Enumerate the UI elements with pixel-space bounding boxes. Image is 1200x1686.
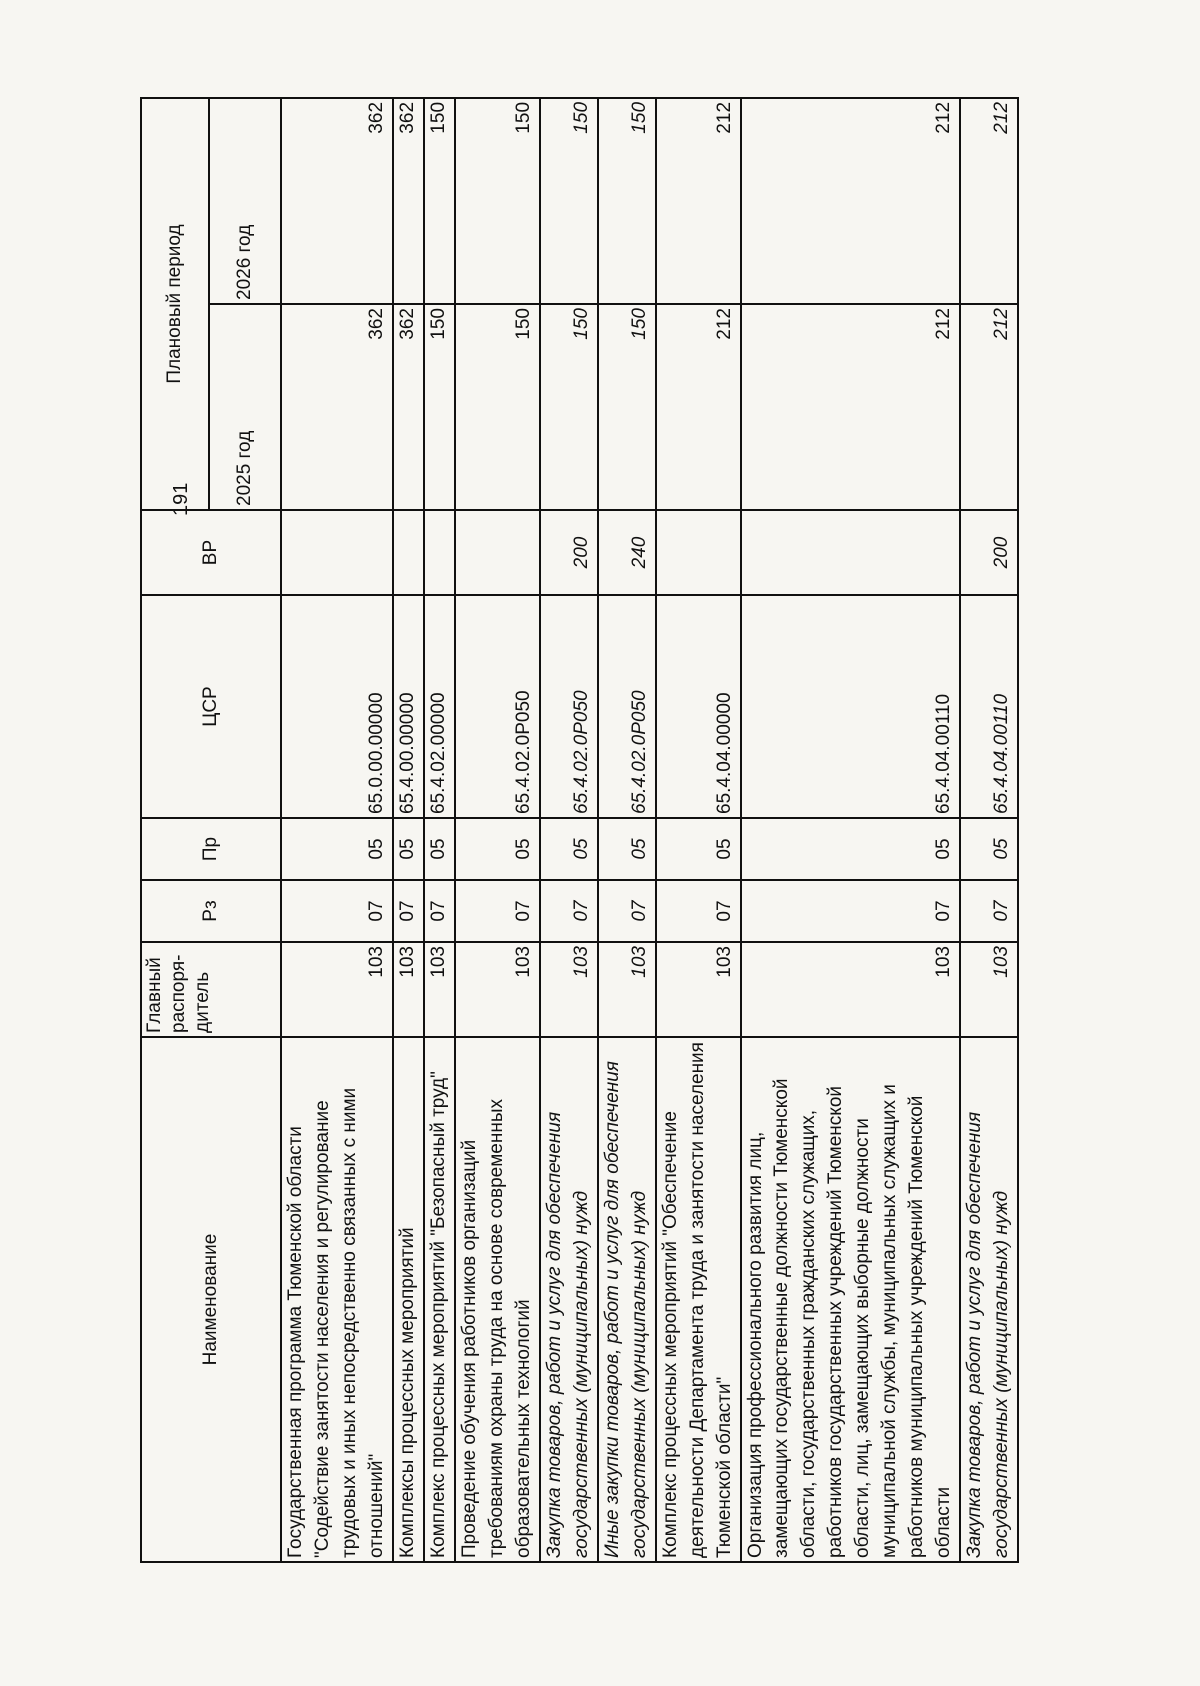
cell-rz: 07 — [741, 880, 961, 942]
cell-name: Иные закупки товаров, работ и услуг для обеспечения государственных (муниципальных) нужд — [598, 1037, 656, 1562]
table-row — [741, 98, 961, 1562]
table-row — [424, 98, 455, 1562]
cell-rz: 07 — [540, 880, 598, 942]
cell-csr: 65.0.00.00000 — [281, 595, 393, 818]
cell-csr: 65.4.02.0Р050 — [598, 595, 656, 818]
cell-name: Комплекс процессных мероприятий "Безопасный труд" — [424, 1037, 455, 1562]
cell-2026: 150 — [598, 98, 656, 304]
table-row — [598, 98, 656, 1562]
cell-name: Закупка товаров, работ и услуг для обеспечения государственных (муниципальных) нужд — [960, 1037, 1018, 1562]
cell-vr — [393, 510, 424, 595]
cell-glavny: 103 — [281, 942, 393, 1037]
cell-rz: 07 — [656, 880, 741, 942]
cell-vr — [455, 510, 540, 595]
cell-2025: 150 — [424, 304, 455, 510]
cell-pr: 05 — [656, 818, 741, 880]
cell-csr: 65.4.00.00000 — [393, 595, 424, 818]
cell-csr: 65.4.02.00000 — [424, 595, 455, 818]
cell-2025: 362 — [281, 304, 393, 510]
cell-2025: 212 — [960, 304, 1018, 510]
cell-vr: 200 — [960, 510, 1018, 595]
cell-pr: 05 — [960, 818, 1018, 880]
cell-2025: 362 — [393, 304, 424, 510]
cell-2026: 150 — [540, 98, 598, 304]
cell-csr: 65.4.02.0Р050 — [540, 595, 598, 818]
cell-pr: 05 — [281, 818, 393, 880]
cell-rz: 07 — [281, 880, 393, 942]
table-body — [281, 98, 1018, 1562]
cell-name: Комплексы процессных мероприятий — [393, 1037, 424, 1562]
cell-pr: 05 — [455, 818, 540, 880]
cell-pr: 05 — [393, 818, 424, 880]
cell-glavny: 103 — [960, 942, 1018, 1037]
header-rz: Рз — [141, 880, 281, 942]
cell-vr — [424, 510, 455, 595]
table-row — [281, 98, 393, 1562]
cell-name: Организация профессионального развития лиц, замещающих государственные должности Тюменской области, государственных гражданских служащих, работников государственных учреждений Тюменской области, лиц, замещающих выборные должности муниципальной службы, муниципальных служащих и работников муниципальных учреждений Тюменской области — [741, 1037, 961, 1562]
cell-2025: 150 — [455, 304, 540, 510]
cell-rz: 07 — [598, 880, 656, 942]
cell-name: Комплекс процессных мероприятий "Обеспечение деятельности Департамента труда и занятости населения Тюменской области" — [656, 1037, 741, 1562]
cell-pr: 05 — [598, 818, 656, 880]
header-name: Наименование — [141, 1037, 281, 1562]
cell-glavny: 103 — [424, 942, 455, 1037]
header-vr: ВР — [141, 510, 281, 595]
cell-2025: 212 — [741, 304, 961, 510]
header-glavny: Главный распоря-дитель — [141, 942, 281, 1037]
cell-2025: 150 — [540, 304, 598, 510]
header-row — [141, 98, 209, 1562]
cell-vr — [281, 510, 393, 595]
cell-csr: 65.4.02.0Р050 — [455, 595, 540, 818]
cell-csr: 65.4.04.00000 — [656, 595, 741, 818]
table-row — [656, 98, 741, 1562]
cell-glavny: 103 — [393, 942, 424, 1037]
table-row — [393, 98, 424, 1562]
cell-csr: 65.4.04.00110 — [741, 595, 961, 818]
cell-pr: 05 — [540, 818, 598, 880]
cell-name: Закупка товаров, работ и услуг для обеспечения государственных (муниципальных) нужд — [540, 1037, 598, 1562]
header-2025: 2025 год — [209, 304, 281, 510]
cell-2026: 212 — [656, 98, 741, 304]
cell-csr: 65.4.04.00110 — [960, 595, 1018, 818]
cell-2026: 212 — [960, 98, 1018, 304]
cell-2026: 150 — [455, 98, 540, 304]
cell-glavny: 103 — [656, 942, 741, 1037]
cell-name: Государственная программа Тюменской области "Содействие занятости населения и регулирование трудовых и иных непосредственно связанных с ними отношений" — [281, 1037, 393, 1562]
cell-pr: 05 — [424, 818, 455, 880]
cell-rz: 07 — [424, 880, 455, 942]
cell-2026: 362 — [393, 98, 424, 304]
cell-vr: 200 — [540, 510, 598, 595]
cell-glavny: 103 — [741, 942, 961, 1037]
table-row — [540, 98, 598, 1562]
cell-rz: 07 — [393, 880, 424, 942]
header-csr: ЦСР — [141, 595, 281, 818]
cell-glavny: 103 — [598, 942, 656, 1037]
cell-vr: 240 — [598, 510, 656, 595]
table-row — [960, 98, 1018, 1562]
cell-2025: 150 — [598, 304, 656, 510]
cell-2025: 212 — [656, 304, 741, 510]
cell-vr — [741, 510, 961, 595]
page-number: 191 — [170, 482, 192, 516]
table-row — [455, 98, 540, 1562]
header-pr: Пр — [141, 818, 281, 880]
cell-2026: 362 — [281, 98, 393, 304]
cell-rz: 07 — [960, 880, 1018, 942]
budget-table — [140, 97, 1019, 1563]
header-2026: 2026 год — [209, 98, 281, 304]
cell-name: Проведение обучения работников организаций требованиям охраны труда на основе современных образовательных технологий — [455, 1037, 540, 1562]
cell-glavny: 103 — [540, 942, 598, 1037]
cell-2026: 150 — [424, 98, 455, 304]
header-period: Плановый период — [141, 98, 209, 510]
cell-pr: 05 — [741, 818, 961, 880]
cell-rz: 07 — [455, 880, 540, 942]
cell-glavny: 103 — [455, 942, 540, 1037]
cell-vr — [656, 510, 741, 595]
cell-2026: 212 — [741, 98, 961, 304]
